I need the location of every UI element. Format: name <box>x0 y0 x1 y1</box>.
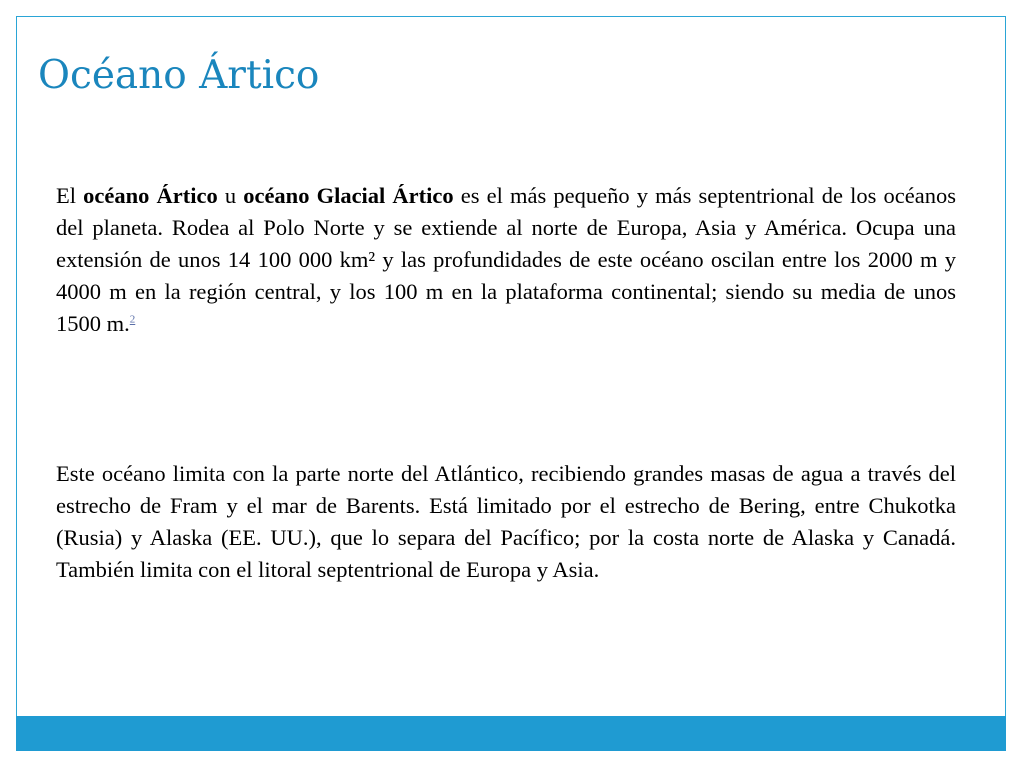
slide-title: Océano Ártico <box>38 53 320 98</box>
term-oceano-artico: océano Ártico <box>83 183 218 208</box>
footnote-ref-link[interactable]: 2 <box>129 313 136 326</box>
paragraph-intro-text-3: es el más pequeño y más septentrional de los océanos del planeta. Rodea al Polo Norte y se extiende al norte de Europa, Asia y América. Ocupa una extensión de unos 14 100 000 km² y las profundidades de este océano oscilan entre los 2000 m y 4000 m en la región central, y los 100 m en la plataforma continental; siendo su media de unos 1500 m. <box>56 183 957 336</box>
term-oceano-glacial-artico: océano Glacial Ártico <box>243 183 454 208</box>
paragraph-intro-text-2: u <box>217 183 244 208</box>
paragraph-intro-text-1: El <box>56 183 84 208</box>
paragraph-intro <box>56 180 956 340</box>
slide-frame <box>16 16 1006 751</box>
footer-bar <box>16 716 1006 751</box>
paragraph-limits: Este océano limita con la parte norte del Atlántico, recibiendo grandes masas de agua a través del estrecho de Fram y el mar de Barents. Está limitado por el estrecho de Bering, entre Chukotka (Rusia) y Alaska (EE. UU.), que lo separa del Pacífico; por la costa norte de Alaska y Canadá. También limita con el litoral septentrional de Europa y Asia. <box>56 461 956 582</box>
